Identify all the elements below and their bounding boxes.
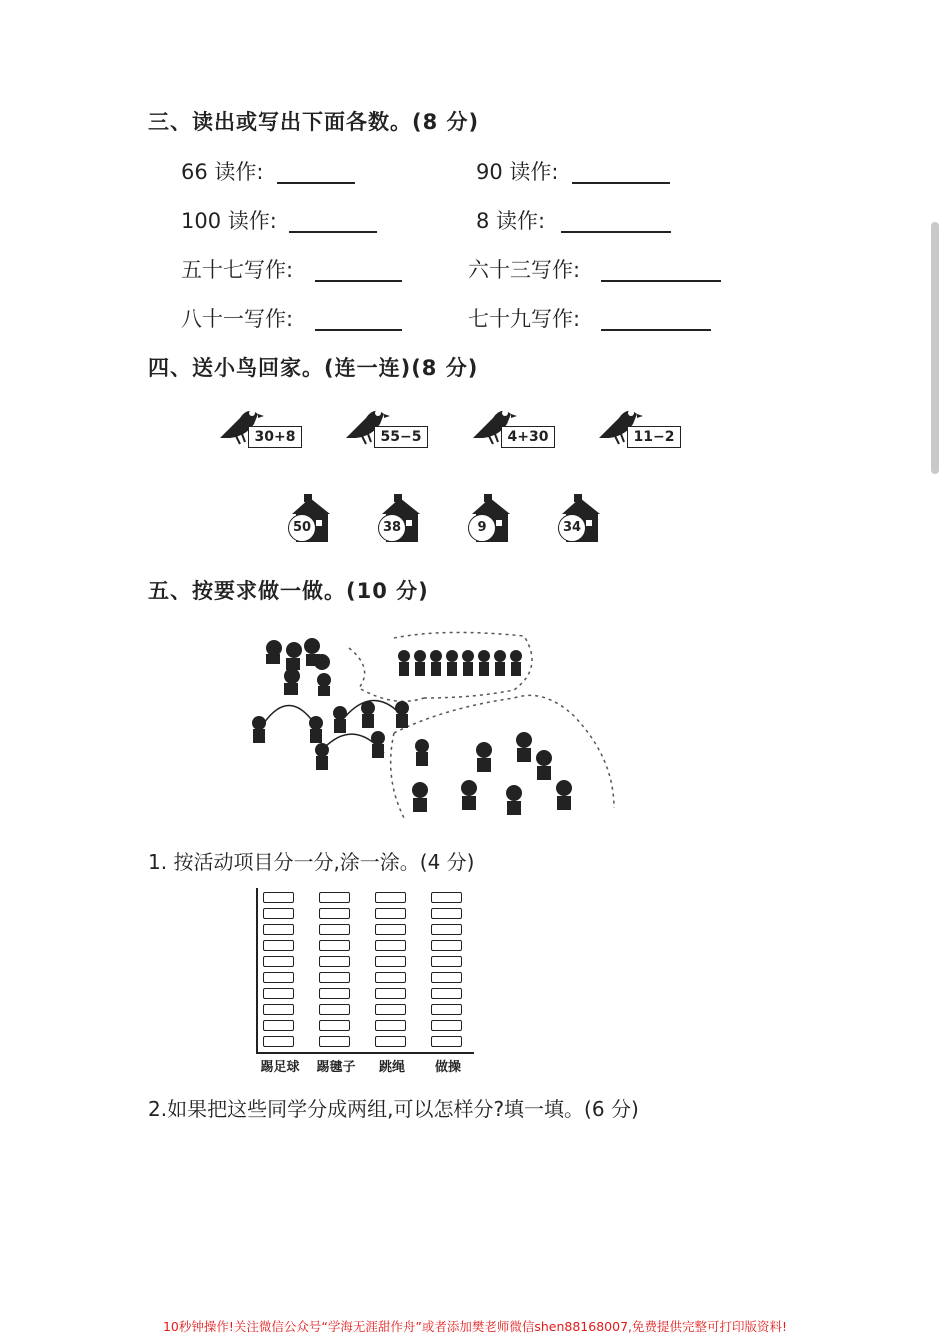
chart-cell[interactable] [319,1036,350,1047]
chart-label-shuttlecock: 踢毽子 [316,1060,356,1075]
chart-cell[interactable] [319,908,350,919]
bird-expression: 4+30 [501,426,555,448]
chart-cell[interactable] [319,988,350,999]
chart-cell[interactable] [431,1004,462,1015]
chart-cell[interactable] [375,892,406,903]
chart-cell[interactable] [319,1004,350,1015]
section-5-title: 五、按要求做一做。(10 分) [148,579,429,603]
house-number: 9 [468,514,496,542]
item-66-label: 66 读作: [181,160,264,184]
chart-cell[interactable] [431,940,462,951]
bird-expression: 55−5 [374,426,428,448]
chart-cell[interactable] [375,1020,406,1031]
chart-cell[interactable] [263,1004,294,1015]
chart-cell[interactable] [431,1020,462,1031]
answer-blank-63[interactable] [601,280,721,282]
item-63-label: 六十三写作: [468,258,581,282]
chart-cell[interactable] [431,956,462,967]
house-card-1[interactable] [286,492,336,544]
chart-cell[interactable] [319,956,350,967]
chart-cell[interactable] [375,988,406,999]
chart-cell[interactable] [375,956,406,967]
chart-cell[interactable] [263,956,294,967]
item-90-label: 90 读作: [476,160,559,184]
item-57-label: 五十七写作: [181,258,294,282]
answer-blank-57[interactable] [315,280,402,282]
answer-blank-66[interactable] [277,182,355,184]
house-number: 34 [558,514,586,542]
chart-cell[interactable] [431,1036,462,1047]
bird-card-2[interactable] [344,404,434,450]
chart-cell[interactable] [375,1004,406,1015]
answer-blank-90[interactable] [572,182,670,184]
chart-cell[interactable] [375,924,406,935]
item-81-label: 八十一写作: [181,307,294,331]
chart-label-rope-skipping: 跳绳 [378,1060,405,1075]
house-number: 38 [378,514,406,542]
chart-y-axis [256,888,258,1054]
answer-blank-81[interactable] [315,329,402,331]
chart-cell[interactable] [431,892,462,903]
chart-cell[interactable] [319,1020,350,1031]
chart-cell[interactable] [263,972,294,983]
chart-cell[interactable] [263,988,294,999]
children-activities-illustration [244,628,624,826]
scrollbar-thumb[interactable] [931,222,939,474]
chart-cell[interactable] [263,924,294,935]
chart-cell[interactable] [319,892,350,903]
chart-cell[interactable] [375,940,406,951]
chart-cell[interactable] [431,924,462,935]
answer-blank-8[interactable] [561,231,671,233]
bird-card-4[interactable] [597,404,687,450]
chart-cell[interactable] [319,940,350,951]
bird-card-3[interactable] [471,404,561,450]
section-3-title: 三、读出或写出下面各数。(8 分) [148,110,480,134]
chart-cell[interactable] [431,988,462,999]
coloring-chart [256,888,476,1078]
chart-cell[interactable] [263,1036,294,1047]
answer-blank-79[interactable] [601,329,711,331]
answer-blank-100[interactable] [289,231,377,233]
question-2: 2.如果把这些同学分成两组,可以怎样分?填一填。(6 分) [148,1097,639,1121]
section-4-title: 四、送小鸟回家。(连一连)(8 分) [148,356,479,380]
chart-cell[interactable] [375,908,406,919]
item-100-label: 100 读作: [181,209,277,233]
chart-cell[interactable] [263,908,294,919]
chart-cell[interactable] [263,940,294,951]
item-79-label: 七十九写作: [468,307,581,331]
chart-label-football: 踢足球 [260,1060,300,1075]
chart-cell[interactable] [319,972,350,983]
house-card-2[interactable] [376,492,426,544]
bird-card-1[interactable] [218,404,308,450]
chart-cell[interactable] [375,1036,406,1047]
house-card-3[interactable] [466,492,516,544]
chart-cell[interactable] [263,892,294,903]
bird-expression: 11−2 [627,426,681,448]
bird-expression: 30+8 [248,426,302,448]
house-number: 50 [288,514,316,542]
footer-notice: 10秒钟操作!关注微信公众号“学海无涯甜作舟”或者添加樊老师微信shen88168007,免费提供完整可打印版资料! [0,1316,950,1337]
chart-cell[interactable] [375,972,406,983]
chart-cell[interactable] [431,908,462,919]
chart-cell[interactable] [431,972,462,983]
question-1: 1. 按活动项目分一分,涂一涂。(4 分) [148,850,475,874]
chart-label-exercise: 做操 [434,1060,461,1075]
chart-x-axis [256,1052,474,1054]
chart-cell[interactable] [263,1020,294,1031]
chart-cell[interactable] [319,924,350,935]
house-card-4[interactable] [556,492,606,544]
item-8-label: 8 读作: [476,209,546,233]
